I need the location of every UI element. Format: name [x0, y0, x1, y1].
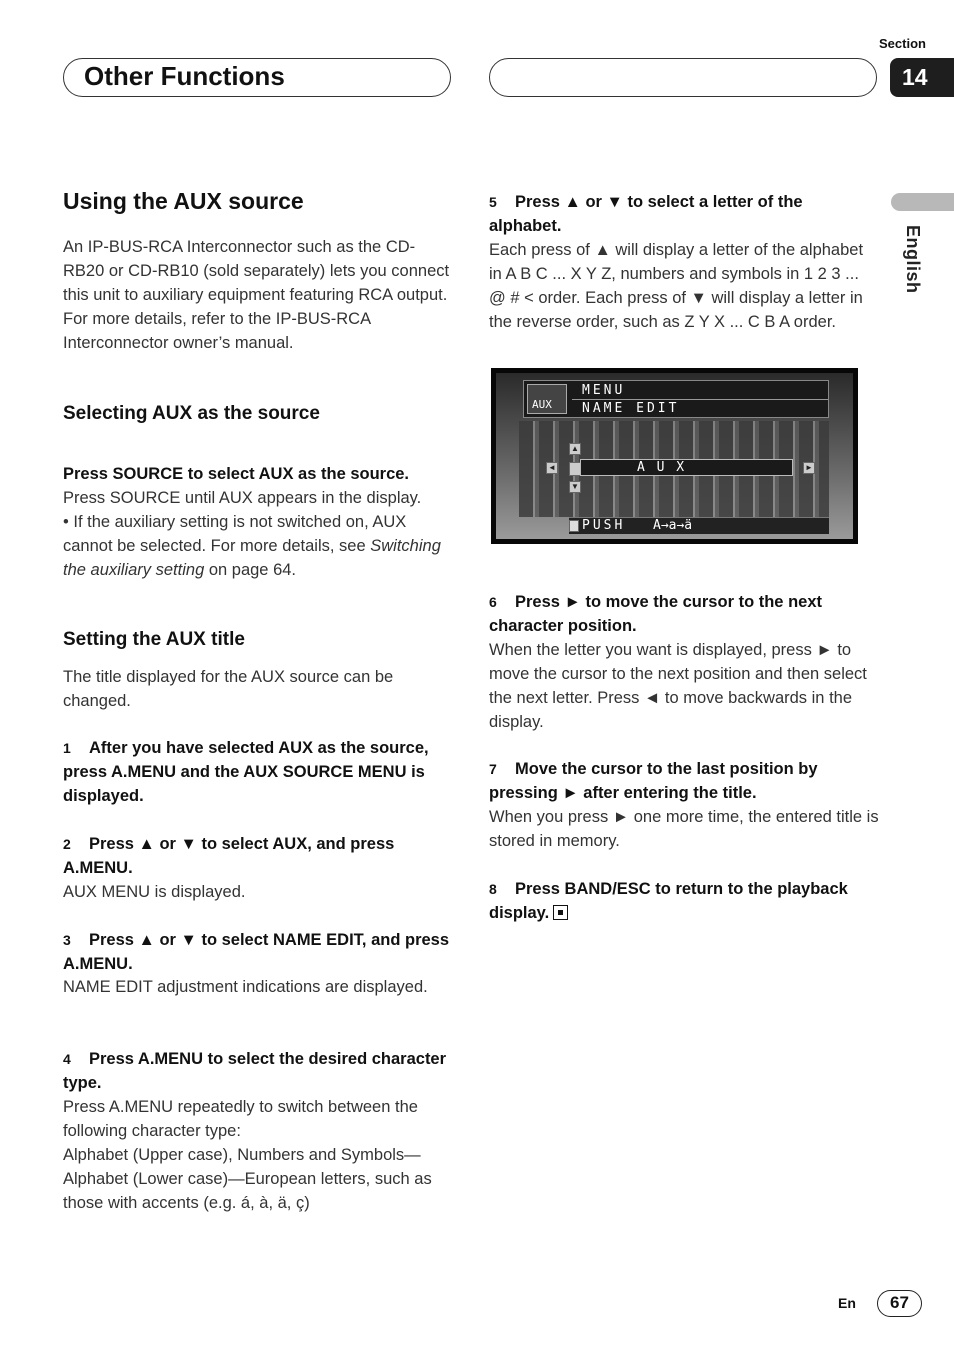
step-text: Press A.MENU to select the desired character type.	[63, 1050, 447, 1092]
select-note	[63, 510, 453, 582]
step-text: Press ▲ or ▼ to select a letter of the alphabet.	[489, 193, 803, 235]
select-note-reference: Switching the auxiliary setting	[63, 537, 441, 579]
display-character-cycle: A→a→ä	[653, 518, 693, 533]
step-7	[489, 757, 879, 805]
step-number: 5	[489, 194, 497, 210]
display-title-text: A U X	[637, 460, 687, 475]
step-text: Press ► to move the cursor to the next character position.	[489, 593, 822, 635]
step-1	[63, 736, 453, 808]
footer-language: En	[838, 1295, 856, 1311]
push-indicator-icon	[569, 520, 579, 532]
display-divider	[572, 399, 828, 400]
heading-setting-title: Setting the AUX title	[63, 629, 245, 650]
heading-selecting-aux: Selecting AUX as the source	[63, 403, 320, 424]
step-text: Press ▲ or ▼ to select NAME EDIT, and press A.MENU.	[63, 931, 450, 973]
step-5	[489, 190, 879, 238]
step-number: 2	[63, 836, 71, 852]
display-panel	[496, 373, 853, 539]
step-number: 6	[489, 594, 497, 610]
step-6	[489, 590, 879, 638]
display-title-field	[580, 459, 793, 476]
step-number: 4	[63, 1051, 71, 1067]
page-number: 67	[877, 1290, 922, 1317]
display-footer	[569, 517, 829, 534]
language-side-label: English	[903, 225, 923, 294]
step-3	[63, 928, 453, 976]
display-push-text: PUSH	[582, 518, 626, 533]
step-text: After you have selected AUX as the source, press A.MENU and the AUX SOURCE MENU is displayed.	[63, 739, 429, 805]
left-arrow-icon: ◄	[546, 462, 558, 474]
step-6-body: When the letter you want is displayed, press ► to move the cursor to the next position and then select the next letter. Press ◄ to move backwards in the display.	[489, 641, 867, 731]
down-arrow-icon: ▼	[569, 481, 581, 493]
step-number: 7	[489, 761, 497, 777]
step-text: Press ▲ or ▼ to select AUX, and press A.MENU.	[63, 835, 395, 877]
up-arrow-icon: ▲	[569, 443, 581, 455]
step-7-body: When you press ► one more time, the entered title is stored in memory.	[489, 808, 879, 850]
step-number: 3	[63, 932, 71, 948]
step-8	[489, 877, 879, 925]
select-step: Press SOURCE to select AUX as the source.	[63, 465, 410, 483]
language-tab-marker	[891, 193, 954, 211]
aux-logo-icon: AUX	[527, 384, 567, 414]
display-menu-line: MENU	[582, 383, 626, 398]
select-body: Press SOURCE until AUX appears in the display.	[63, 489, 422, 507]
step-text: Press BAND/ESC to return to the playback display.	[489, 880, 848, 922]
step-number: 1	[63, 740, 71, 756]
step-4-character-types: Alphabet (Upper case), Numbers and Symbols—Alphabet (Lower case)—European letters, such as those with accents (e.g. á, à, ä, ç)	[63, 1146, 432, 1212]
end-of-section-icon	[553, 905, 568, 920]
heading-using-aux: Using the AUX source	[63, 188, 304, 214]
display-screenshot	[491, 368, 858, 544]
section-number-badge: 14	[890, 58, 954, 97]
right-arrow-icon: ►	[803, 462, 815, 474]
chapter-title: Other Functions	[84, 61, 285, 91]
step-5-body: Each press of ▲ will display a letter of the alphabet in A B C ... X Y Z, numbers and symbols in 1 2 3 ... @ # < order. Each press of ▼ will display a letter in the reverse order, such as Z Y X ... C B A order.	[489, 241, 864, 331]
select-note-end: on page 64.	[208, 561, 297, 579]
step-4	[63, 1047, 453, 1095]
chapter-header	[63, 58, 451, 97]
select-note-text: • If the auxiliary setting is not switched on, AUX cannot be selected. For more details, see	[63, 513, 407, 555]
header-blank-box	[489, 58, 877, 97]
step-number: 8	[489, 881, 497, 897]
step-text: Move the cursor to the last position by pressing ► after entering the title.	[489, 760, 818, 802]
step-2	[63, 832, 453, 880]
intro-paragraph: An IP-BUS-RCA Interconnector such as the CD-RB20 or CD-RB10 (sold separately) lets you connect this unit to auxiliary equipment featuring RCA output. For more details, refer to the IP-BUS-RCA Interconnector owner’s manual.	[63, 238, 450, 352]
step-4-body: Press A.MENU repeatedly to switch between the following character type:	[63, 1098, 418, 1140]
section-label: Section	[879, 36, 926, 51]
display-menu-header	[523, 380, 829, 418]
step-3-body: NAME EDIT adjustment indications are displayed.	[63, 978, 428, 996]
display-name-edit-line: NAME EDIT	[582, 401, 680, 416]
title-intro: The title displayed for the AUX source can be changed.	[63, 668, 394, 710]
step-2-body: AUX MENU is displayed.	[63, 883, 246, 901]
